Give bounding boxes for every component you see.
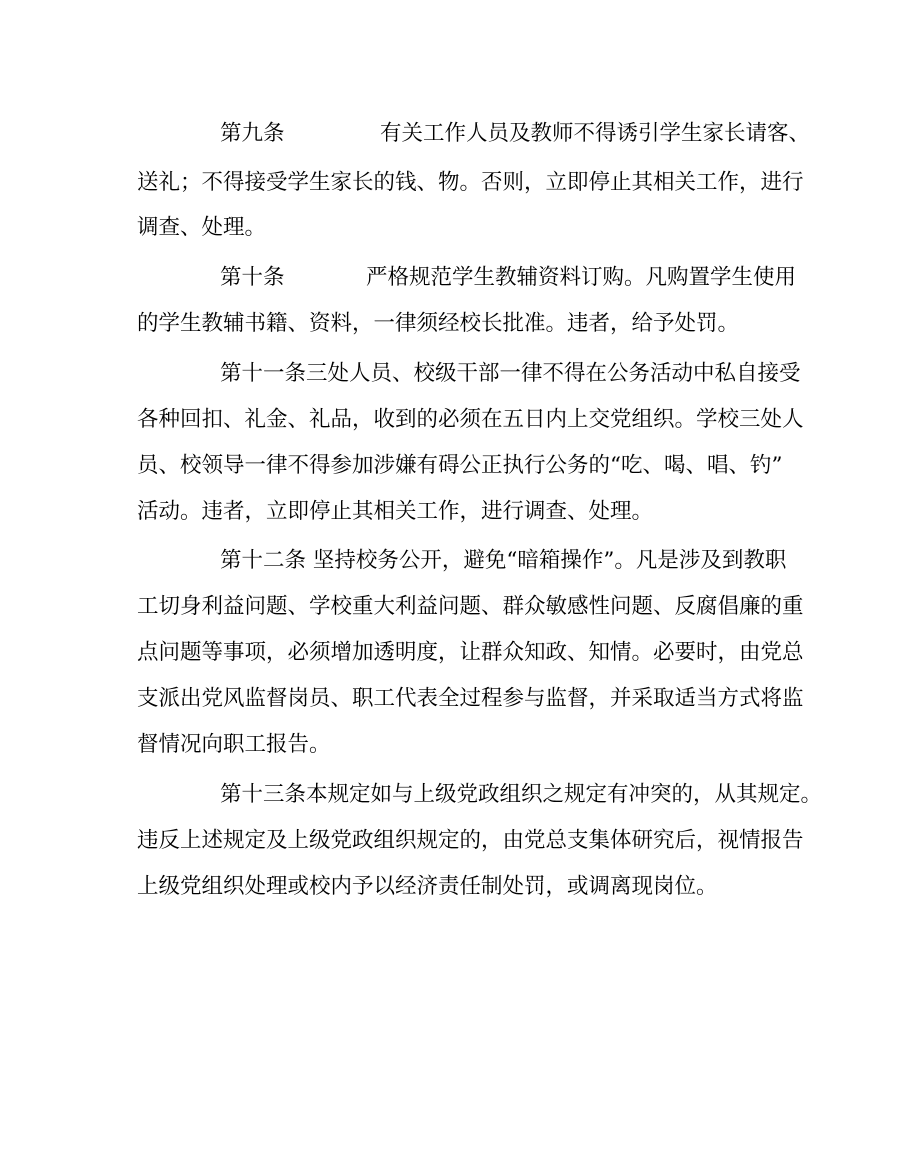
article-9-text: 调查、处理。 <box>137 215 267 240</box>
article-11-text: 员、校领导一律不得参加涉嫌有碍公正执行公务的“吃、喝、唱、钓” <box>137 453 783 478</box>
article-10-line-1 <box>0 260 920 296</box>
article-10-line-2 <box>0 306 920 342</box>
article-11-text: 第十一条三处人员、校级干部一律不得在公务活动中私自接受 <box>220 361 801 386</box>
article-11-line-3 <box>0 448 920 484</box>
article-13-line-3 <box>0 869 920 905</box>
article-12-text: 第十二条 坚持校务公开，避免“暗箱操作”。凡是涉及到教职 <box>220 548 787 573</box>
article-12-line-5 <box>0 727 920 763</box>
article-12-text: 点问题等事项，必须增加透明度，让群众知政、知情。必要时，由党总 <box>137 640 804 665</box>
article-9-text: 送礼；不得接受学生家长的钱、物。否则，立即停止其相关工作，进行 <box>137 170 804 195</box>
article-9-line-2 <box>0 165 920 201</box>
article-12-line-1 <box>0 543 920 579</box>
article-12-text: 工切身利益问题、学校重大利益问题、群众敏感性问题、反腐倡廉的重 <box>137 594 804 619</box>
article-13-text: 第十三条本规定如与上级党政组织之规定有冲突的，从其规定。 <box>220 782 823 807</box>
article-9-line-3 <box>0 210 920 246</box>
article-9-heading: 第九条 <box>220 121 285 146</box>
article-13-text: 上级党组织处理或校内予以经济责任制处罚，或调离现岗位。 <box>137 874 718 899</box>
article-11-text: 活动。违者，立即停止其相关工作，进行调查、处理。 <box>137 499 654 524</box>
article-9-line-1 <box>0 116 920 152</box>
article-9-text: 有关工作人员及教师不得诱引学生家长请客、 <box>380 121 811 146</box>
article-13-line-2 <box>0 823 920 859</box>
article-11-line-4 <box>0 494 920 530</box>
article-11-text: 各种回扣、礼金、礼品，收到的必须在五日内上交党组织。学校三处人 <box>137 407 804 432</box>
article-13-line-1 <box>0 777 920 813</box>
article-10-text: 严格规范学生教辅资料订购。凡购置学生使用 <box>366 265 797 290</box>
article-10-text: 的学生教辅书籍、资料，一律须经校长批准。违者，给予处罚。 <box>137 311 740 336</box>
article-12-line-2 <box>0 589 920 625</box>
article-11-line-1 <box>0 356 920 392</box>
article-11-line-2 <box>0 402 920 438</box>
article-12-text: 支派出党风监督岗员、职工代表全过程参与监督，并采取适当方式将监 <box>137 686 804 711</box>
article-12-line-4 <box>0 681 920 717</box>
article-13-text: 违反上述规定及上级党政组织规定的，由党总支集体研究后，视情报告 <box>137 828 804 853</box>
article-12-text: 督情况向职工报告。 <box>137 732 331 757</box>
article-10-heading: 第十条 <box>220 265 285 290</box>
article-12-line-3 <box>0 635 920 671</box>
